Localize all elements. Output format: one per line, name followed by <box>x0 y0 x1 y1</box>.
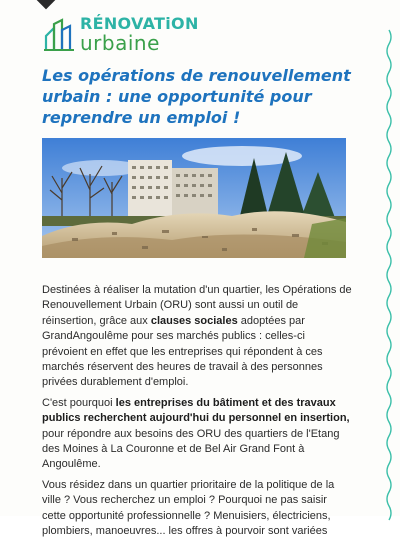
paragraph-2-text: C'est pourquoi <box>42 396 116 409</box>
paragraph-3 <box>42 478 352 540</box>
paragraph-1-bold: clauses sociales <box>150 314 238 327</box>
paragraph-1-text-end: adoptées par GrandAngoulême pour ses marchés publics : celles-ci prévoient en effet que les entreprises qui répondent à ces marchés réservent des heures de travail à des personnes privées durablement d'emploi. <box>42 314 323 389</box>
article-headline: Les opérations de renouvellement urbain : une opportunité pour reprendre un emploi ! <box>42 66 351 127</box>
construction-site-photo <box>42 138 346 258</box>
paragraph-1-text: Destinées à réaliser la mutation d'un quartier, les Opérations de Renouvellement Urbain (ORU) sont aussi un outil de réinsertion, grâce aux <box>42 284 352 327</box>
article-body <box>42 283 352 545</box>
paragraph-3-text: Vous résidez dans un quartier prioritaire de la politique de la ville ? Vous recherchez un emploi ? Pourquoi ne pas saisir cette opportunité professionnelle ? Menuisiers, électriciens, plombiers, manoeuvres... les offres à pourvoir sont variées <box>42 478 335 538</box>
paragraph-2 <box>42 396 352 473</box>
decorative-wave-border <box>384 30 394 510</box>
paragraph-2-bold: les entreprises du bâtiment et des travaux publics recherchent aujourd'hui du personnel en insertion, <box>42 396 350 425</box>
paragraph-2-text-end: pour répondre aux besoins des ORU des quartiers de l'Etang des Moines à La Couronne et de Bel Air Grand Font à Angoulême. <box>42 427 340 471</box>
logo-title: RÉNOVATiON <box>80 14 199 33</box>
renovation-urbaine-logo <box>44 14 199 58</box>
corner-diamond-icon <box>35 0 58 9</box>
paragraph-1 <box>42 283 352 391</box>
logo-subtitle: urbaine <box>80 31 160 55</box>
buildings-logo-icon <box>44 18 78 52</box>
